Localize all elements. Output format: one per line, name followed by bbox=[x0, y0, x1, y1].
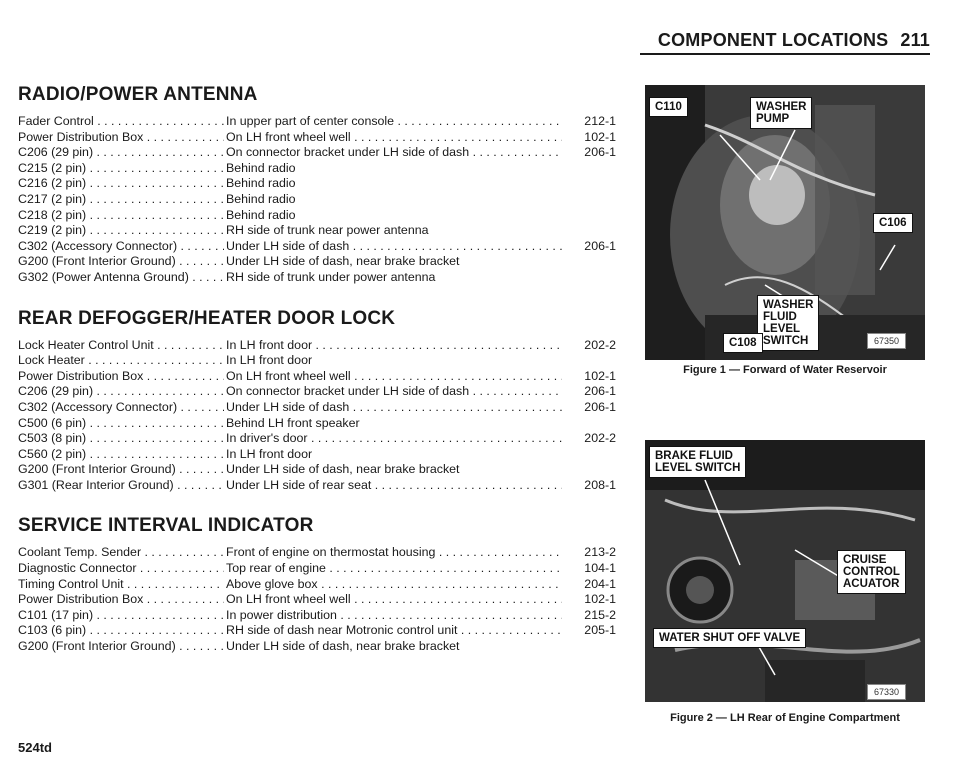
component-name: C217 (2 pin) . . . bbox=[18, 192, 224, 208]
c110-label: C110 bbox=[649, 97, 688, 117]
component-ref: 215-2 bbox=[584, 607, 616, 622]
component-row bbox=[18, 462, 638, 478]
page-header bbox=[640, 30, 930, 55]
component-name: C500 (6 pin) . . . bbox=[18, 416, 224, 432]
figure-2-caption: Figure 2 — LH Rear of Engine Compartment bbox=[670, 712, 900, 724]
page-header-title: COMPONENT LOCATIONS bbox=[657, 30, 889, 50]
component-row bbox=[18, 478, 638, 494]
component-ref: 213-2 bbox=[584, 545, 616, 560]
component-row bbox=[18, 223, 638, 239]
component-name: C302 (Accessory Connector) . . . bbox=[18, 239, 224, 255]
component-name: G200 (Front Interior Ground) . . . bbox=[18, 254, 224, 270]
page-number: 211 bbox=[900, 30, 930, 50]
component-name: Power Distribution Box . . . bbox=[18, 130, 224, 146]
component-location: Under LH side of dash . . . bbox=[226, 400, 562, 416]
component-row bbox=[18, 577, 638, 593]
component-location: On LH front wheel well . . . bbox=[226, 369, 562, 385]
section-rows bbox=[18, 114, 638, 286]
figure-1-photo bbox=[645, 85, 925, 360]
component-row bbox=[18, 400, 638, 416]
sections-container bbox=[18, 84, 638, 655]
component-location: Behind radio bbox=[226, 191, 296, 206]
component-ref bbox=[572, 223, 616, 239]
component-ref bbox=[572, 270, 616, 286]
component-name: Fader Control . . . bbox=[18, 114, 224, 130]
component-ref bbox=[572, 161, 616, 177]
section bbox=[18, 84, 638, 286]
component-ref: 104-1 bbox=[584, 561, 616, 576]
component-ref: 204-1 bbox=[584, 576, 616, 591]
component-ref: 206-1 bbox=[584, 145, 616, 160]
component-ref bbox=[572, 462, 616, 478]
component-location: Above glove box . . . bbox=[226, 577, 562, 593]
component-name: Power Distribution Box . . . bbox=[18, 369, 224, 385]
component-name: Diagnostic Connector . . . bbox=[18, 561, 224, 577]
component-row bbox=[18, 639, 638, 655]
water-shut-off-valve-label: WATER SHUT OFF VALVE bbox=[653, 628, 806, 648]
component-name: C219 (2 pin) . . . bbox=[18, 223, 224, 239]
component-ref: 202-2 bbox=[584, 431, 616, 446]
component-ref: 206-1 bbox=[584, 238, 616, 253]
component-location: RH side of trunk under power antenna bbox=[226, 269, 436, 284]
component-row bbox=[18, 270, 638, 286]
component-name: C215 (2 pin) . . . bbox=[18, 161, 224, 177]
component-name: G301 (Rear Interior Ground) . . . bbox=[18, 478, 224, 494]
component-ref: 206-1 bbox=[584, 399, 616, 414]
brake-fluid-level-switch-label: BRAKE FLUID LEVEL SWITCH bbox=[649, 446, 746, 478]
component-location: Front of engine on thermostat housing . . . bbox=[226, 545, 562, 561]
component-name: Lock Heater . . . bbox=[18, 353, 224, 369]
component-ref bbox=[572, 176, 616, 192]
component-location: On LH front wheel well . . . bbox=[226, 130, 562, 146]
footer-code: 524td bbox=[18, 740, 52, 755]
component-row bbox=[18, 592, 638, 608]
component-row bbox=[18, 623, 638, 639]
component-location: In LH front door bbox=[226, 353, 313, 368]
component-location: Top rear of engine . . . bbox=[226, 561, 562, 577]
component-name: C101 (17 pin) . . . bbox=[18, 608, 224, 624]
figure-2-photo bbox=[645, 440, 925, 702]
component-ref bbox=[572, 208, 616, 224]
component-location: In LH front door . . . bbox=[226, 338, 562, 354]
section-title: RADIO/POWER ANTENNA bbox=[18, 84, 258, 105]
section bbox=[18, 308, 638, 494]
component-row bbox=[18, 161, 638, 177]
component-row bbox=[18, 208, 638, 224]
component-row bbox=[18, 176, 638, 192]
component-list bbox=[18, 84, 638, 677]
component-location: Under LH side of dash, near brake bracket bbox=[226, 462, 460, 477]
section-title: SERVICE INTERVAL INDICATOR bbox=[18, 515, 314, 537]
component-location: Behind radio bbox=[226, 176, 296, 191]
component-ref bbox=[572, 353, 616, 369]
washer-pump-label: WASHER PUMP bbox=[750, 97, 812, 129]
component-ref bbox=[572, 254, 616, 270]
component-name: Coolant Temp. Sender . . . bbox=[18, 545, 224, 561]
section-rows bbox=[18, 545, 638, 654]
component-row bbox=[18, 338, 638, 354]
component-name: G200 (Front Interior Ground) . . . bbox=[18, 462, 224, 478]
component-ref bbox=[572, 447, 616, 463]
component-location: RH side of trunk near power antenna bbox=[226, 223, 429, 238]
component-row bbox=[18, 353, 638, 369]
component-ref bbox=[572, 192, 616, 208]
component-name: Lock Heater Control Unit . . . bbox=[18, 338, 224, 354]
component-location: RH side of dash near Motronic control unit . . . bbox=[226, 623, 562, 639]
component-row bbox=[18, 384, 638, 400]
component-location: Under LH side of dash, near brake bracket bbox=[226, 254, 460, 269]
component-row bbox=[18, 608, 638, 624]
c106-label: C106 bbox=[873, 213, 913, 233]
component-name: Timing Control Unit . . . bbox=[18, 577, 224, 593]
component-ref bbox=[572, 416, 616, 432]
component-location: Under LH side of dash, near brake bracket bbox=[226, 639, 460, 654]
component-ref: 202-2 bbox=[584, 337, 616, 352]
component-row bbox=[18, 561, 638, 577]
section-title: REAR DEFOGGER/HEATER DOOR LOCK bbox=[18, 307, 396, 329]
figure-1-caption: Figure 1 — Forward of Water Reservoir bbox=[683, 364, 887, 376]
component-name: C560 (2 pin) . . . bbox=[18, 447, 224, 463]
component-name: Power Distribution Box . . . bbox=[18, 592, 224, 608]
c108-label: C108 bbox=[723, 333, 763, 353]
component-location: In driver's door . . . bbox=[226, 431, 562, 447]
component-ref: 205-1 bbox=[584, 623, 616, 638]
figure-1-photo-number: 67350 bbox=[867, 333, 906, 349]
component-ref: 102-1 bbox=[584, 368, 616, 383]
component-location: Behind radio bbox=[226, 160, 296, 175]
component-name: C218 (2 pin) . . . bbox=[18, 208, 224, 224]
component-row bbox=[18, 416, 638, 432]
component-row bbox=[18, 431, 638, 447]
component-name: C503 (8 pin) . . . bbox=[18, 431, 224, 447]
component-name: G302 (Power Antenna Ground) . . . bbox=[18, 270, 224, 286]
washer-fluid-level-switch-label: WASHER FLUID LEVEL SWITCH bbox=[757, 295, 819, 351]
component-location: Under LH side of dash . . . bbox=[226, 239, 562, 255]
section-rows bbox=[18, 338, 638, 494]
component-name: C206 (29 pin) . . . bbox=[18, 145, 224, 161]
component-location: In LH front door bbox=[226, 446, 313, 461]
component-location: In upper part of center console . . . bbox=[226, 114, 562, 130]
section bbox=[18, 515, 638, 654]
component-name: G200 (Front Interior Ground) . . . bbox=[18, 639, 224, 655]
component-location: In power distribution . . . bbox=[226, 608, 562, 624]
component-row bbox=[18, 239, 638, 255]
component-location: On LH front wheel well . . . bbox=[226, 592, 562, 608]
component-name: C216 (2 pin) . . . bbox=[18, 176, 224, 192]
component-ref bbox=[572, 639, 616, 655]
component-row bbox=[18, 447, 638, 463]
component-location: Behind radio bbox=[226, 207, 296, 222]
component-ref: 212-1 bbox=[584, 114, 616, 128]
component-row bbox=[18, 254, 638, 270]
component-row bbox=[18, 545, 638, 561]
component-location: On connector bracket under LH side of dash . . . bbox=[226, 145, 562, 161]
component-row bbox=[18, 130, 638, 146]
component-ref: 102-1 bbox=[584, 592, 616, 607]
component-name: C103 (6 pin) . . . bbox=[18, 623, 224, 639]
cruise-control-actuator-label: CRUISE CONTROL ACUATOR bbox=[837, 550, 906, 594]
component-name: C302 (Accessory Connector) . . . bbox=[18, 400, 224, 416]
component-ref: 208-1 bbox=[584, 477, 616, 492]
component-ref: 206-1 bbox=[584, 384, 616, 399]
component-location: On connector bracket under LH side of dash . . . bbox=[226, 384, 562, 400]
component-name: C206 (29 pin) . . . bbox=[18, 384, 224, 400]
component-location: Behind LH front speaker bbox=[226, 415, 360, 430]
component-ref: 102-1 bbox=[584, 129, 616, 144]
component-row bbox=[18, 145, 638, 161]
component-row bbox=[18, 369, 638, 385]
component-row bbox=[18, 192, 638, 208]
component-row bbox=[18, 114, 638, 130]
figure-2-photo-number: 67330 bbox=[867, 684, 906, 700]
component-location: Under LH side of rear seat . . . bbox=[226, 478, 562, 494]
